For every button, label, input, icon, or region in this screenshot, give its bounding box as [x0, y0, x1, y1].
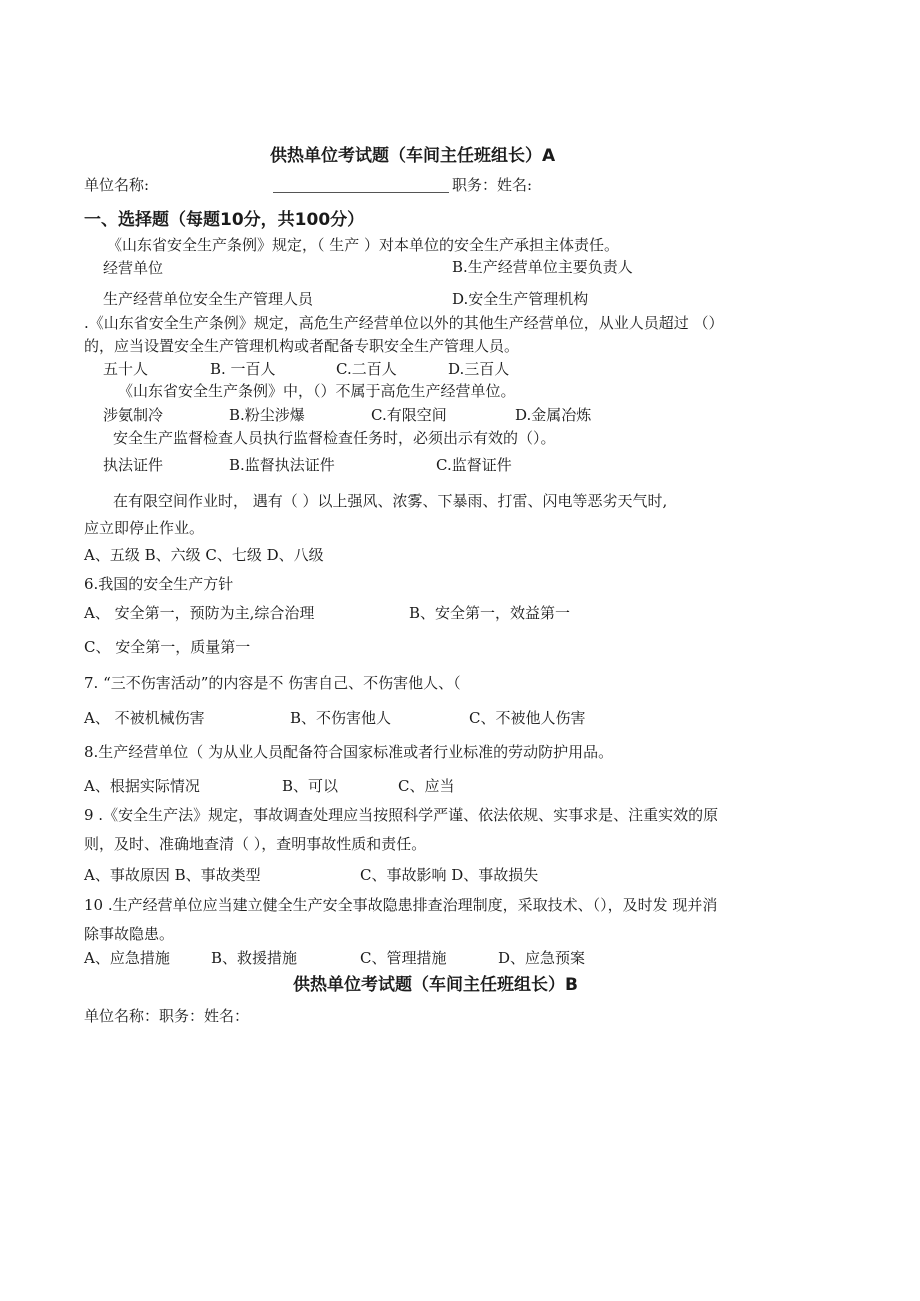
- exam-title-a: 供热单位考试题（车间主任班组长）A: [270, 146, 556, 166]
- q8-option-a: A、根据实际情况: [84, 777, 200, 795]
- q2-option-d: D.三百人: [448, 360, 510, 378]
- header-b-fields: 单位名称：职务：姓名：: [84, 1007, 250, 1025]
- q8-option-c: C、应当: [398, 777, 455, 795]
- q6-option-a: A、 安全第一，预防为主,综合治理: [84, 604, 315, 622]
- q6-stem: 6.我国的安全生产方针: [84, 575, 234, 593]
- q10-stem-line1: 10 .生产经营单位应当建立健全生产安全事故隐患排查治理制度，采取技术、（），及时发 现并消: [84, 896, 718, 914]
- q2-option-a: 五十人: [103, 360, 149, 378]
- q7-option-a: A、 不被机械伤害: [84, 709, 205, 727]
- q8-stem: 8.生产经营单位（ 为从业人员配备符合国家标准或者行业标准的劳动防护用品。: [84, 743, 614, 761]
- q6-option-b: B、安全第一，效益第一: [409, 604, 571, 622]
- q1-option-b: B.生产经营单位主要负责人: [452, 258, 633, 276]
- q4-option-c: C.监督证件: [436, 456, 512, 474]
- q4-option-a: 执法证件: [103, 456, 164, 474]
- q2-option-c: C.二百人: [336, 360, 397, 378]
- q2-stem-line2: 的，应当设置安全生产管理机构或者配备专职安全生产管理人员。: [84, 337, 520, 355]
- q5-options: A、五级 B、六级 C、七级 D、八级: [84, 546, 324, 564]
- q7-stem: 7. “三不伤害活动”的内容是不 伤害自己、不伤害他人、（: [84, 674, 461, 692]
- unit-name-blank: [273, 192, 449, 193]
- q1-option-a: 经营单位: [103, 259, 164, 277]
- q10-stem-line2: 除事故隐患。: [84, 925, 175, 943]
- q5-stem-line2: 应立即停止作业。: [84, 519, 205, 537]
- q7-option-b: B、不伤害他人: [290, 709, 392, 727]
- unit-name-label: 单位名称:: [84, 176, 150, 194]
- q5-stem-line1: 在有限空间作业时， 遇有（ ）以上强风、浓雾、下暴雨、打雷、闪电等恶劣天气时,: [113, 492, 668, 510]
- q3-stem: 《山东省安全生产条例》中，（）不属于高危生产经营单位。: [118, 382, 516, 400]
- q1-option-c: 生产经营单位安全生产管理人员: [103, 290, 314, 308]
- q2-option-b: B. 一百人: [210, 360, 276, 378]
- q6-option-c: C、 安全第一，质量第一: [84, 638, 251, 656]
- section-title: 一、选择题（每题10分，共100分）: [84, 210, 365, 230]
- q8-option-b: B、可以: [282, 777, 339, 795]
- q10-option-c: C、管理措施: [360, 949, 447, 967]
- q1-stem: 《山东省安全生产条例》规定，（ 生产 ）对本单位的安全生产承担主体责任。: [107, 236, 620, 254]
- q3-option-a: 涉氨制冷: [103, 406, 164, 424]
- q3-option-c: C.有限空间: [371, 406, 447, 424]
- exam-title-b: 供热单位考试题（车间主任班组长）B: [293, 975, 578, 995]
- q4-stem: 安全生产监督检查人员执行监督检查任务时，必须出示有效的（）。: [113, 429, 556, 447]
- q3-option-d: D.金属冶炼: [515, 406, 592, 424]
- q4-option-b: B.监督执法证件: [229, 456, 335, 474]
- q9-stem-line1: 9 .《安全生产法》规定，事故调查处理应当按照科学严谨、依法依规、实事求是、注重实效的原: [84, 806, 719, 824]
- q3-option-b: B.粉尘涉爆: [229, 406, 305, 424]
- q10-option-d: D、应急预案: [498, 949, 586, 967]
- q10-option-a: A、应急措施: [84, 949, 170, 967]
- q1-option-d: D.安全生产管理机构: [452, 290, 589, 308]
- q9-options-ab: A、事故原因 B、事故类型: [84, 866, 261, 884]
- q9-options-cd: C、事故影响 D、事故损失: [360, 866, 539, 884]
- q7-option-c: C、不被他人伤害: [469, 709, 586, 727]
- q2-stem-line1: .《山东省安全生产条例》规定，高危生产经营单位以外的其他生产经营单位，从业人员超过 （）: [84, 314, 724, 332]
- duty-name-label: 职务：姓名:: [452, 176, 533, 194]
- q10-option-b: B、救援措施: [211, 949, 298, 967]
- q9-stem-line2: 则，及时、准确地查清（ ），查明事故性质和责任。: [84, 835, 427, 853]
